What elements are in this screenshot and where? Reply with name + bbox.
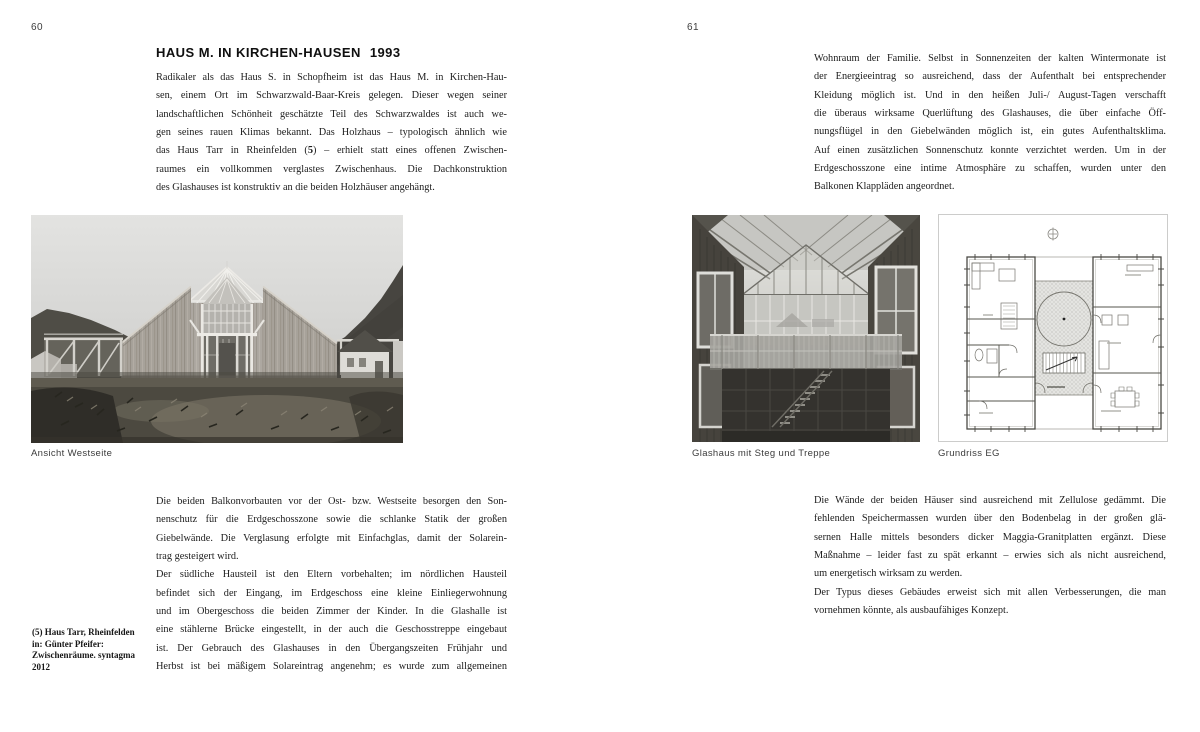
- floor-plan-illustration: [939, 215, 1167, 441]
- right-top-paragraph: Wohnraum der Familie. Selbst in Sonnenzeiten der kalten Wintermonate ist der Energieeintrag so ausreichend, dass der Aufenthalt bei entsprechender Kleidung möglich ist. Und in den heißen Juli-/ August-Tagen verschafft die überaus wirksame Querlüftung des Glashauses, die über einfache Öff- nungsflügel in den Giebelwänden möglich ist, ein gutes Aufenthaltsklima. Auf einen zusätzlichen Sonnenschutz konnte verzichtet werden. Um in der Erdgeschosszone eine intime Atmosphäre zu schaffen, wurden unter den Balkonen Klappläden angeordnet.: [814, 53, 1166, 193]
- left-body-paragraphs: Die beiden Balkonvorbauten vor der Ost- bzw. Westseite besorgen den Son- nenschutz für die Erdgeschosszone sowie die schlanke Statik der großen Giebelwände. Die Verglasung erfolgte mit Einfachglas, damit der Solarein- trag gesteigert wird. Der südliche Hausteil ist den Eltern vorbehalten; im nördlichen Hausteil befindet sich der Eingang, im Erdgeschoss eine kleine Einliegerwohnung und im Obergeschoss die beiden Zimmer der Kinder. In die Glashalle ist eine stählerne Brücke eingestellt, in der auch die Geschosstreppe eingebaut ist. Der Gebrauch des Glashauses in den Übergangszeiten Frühjahr und Herbst ist bei mäßigem Solareintrag angenehm; es wurde zum allgemeinen: [156, 496, 507, 673]
- intro-paragraph: Radikaler als das Haus S. in Schopfheim ist das Haus M. in Kirchen-Hau- sen, einem Ort im Schwarzwald-Baar-Kreis gelegen. Dieser wegen seiner landschaftlichen Schönheit geschätzte Teil des Schwarzwaldes ist auch we- gen seines rauen Klimas bekannt. Das Holzhaus – typologisch ähnlich wie das Haus Tarr in Rheinfelden (5) – erhielt statt eines offenen Zwischen- raumes ein vollkommen verglastes Zwischenhaus. Die Dachkonstruktion des Glashauses ist konstruktiv an die beiden Holzhäuser angehängt.: [156, 72, 507, 194]
- photo-west-elevation: [31, 215, 403, 443]
- left-body-column: [156, 493, 507, 676]
- article-title-text: HAUS M. IN KIRCHEN-HAUSEN: [156, 45, 361, 60]
- article-year: 1993: [369, 45, 401, 60]
- page-number-right: 61: [687, 22, 700, 33]
- west-elevation-illustration: [31, 215, 403, 443]
- article-title: [156, 45, 507, 60]
- page-number-left: 60: [31, 22, 44, 33]
- margin-note: (5) Haus Tarr, Rheinfelden in: Günter Pfeifer: Zwischenräume. syntagma 2012: [32, 627, 135, 672]
- right-body-paragraphs: Die Wände der beiden Häuser sind ausreichend mit Zellulose gedämmt. Die fehlenden Speichermassen wurden über den Bodenbelag in der großen glä- sernen Halle mittels besonders dicker Maggia-Granitplatten ergänzt. Diese Maßnahme – leider fast zu spät erkannt – erwies sich als nicht ausreichend, um energetisch wirksam zu werden. Der Typus dieses Gebäudes erweist sich mit allen Verbesserungen, die man vornehmen könnte, als ausbaufähiges Konzept.: [814, 495, 1166, 617]
- glasshouse-interior-illustration: [692, 215, 920, 442]
- photo-glasshouse-caption: Glashaus mit Steg und Treppe: [692, 448, 831, 459]
- photo-glasshouse-interior: [692, 215, 920, 442]
- floor-plan-ground-floor: [938, 214, 1168, 442]
- right-body-column: [814, 492, 1166, 620]
- right-top-column: [814, 50, 1166, 197]
- floor-plan-caption: Grundriss EG: [938, 448, 1000, 459]
- photo-west-caption: Ansicht Westseite: [31, 448, 113, 459]
- left-intro-column: [156, 45, 507, 197]
